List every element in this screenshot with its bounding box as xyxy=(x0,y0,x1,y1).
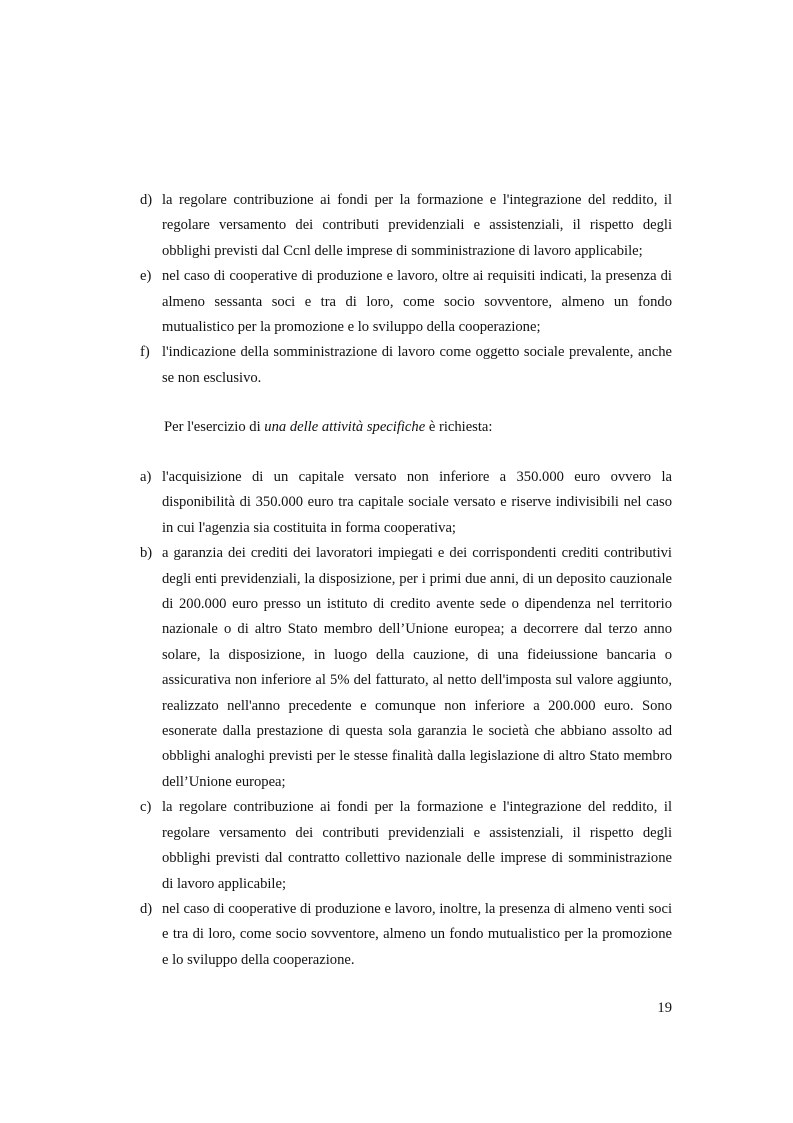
page-number: 19 xyxy=(657,1000,672,1016)
list-item-text: la regolare contribuzione ai fondi per la formazione e l'integrazione del reddito, il regolare versamento dei contributi previdenziali e assistenziali, il rispetto degli obblighi previsti dal contratto collettivo nazionale delle imprese di somministrazione di lavoro applicabile; xyxy=(162,799,672,892)
list-item-text: a garanzia dei crediti dei lavoratori impiegati e dei corrispondenti crediti contributivi degli enti previdenziali, la disposizione, per i primi due anni, di un deposito cauzionale di 200.000 euro presso un istituto di credito avente sede o dipendenza nel territorio nazionale o di altro Stato membro dell’Unione europea; a decorrere dal terzo anno solare, la disposizione, in luogo della cauzione, di una fideiussione bancaria o assicurativa non inferiore al 5% del fatturato, al netto dell'imposta sul valore aggiunto, realizzato nell'anno precedente e comunque non inferiore a 200.000 euro. Sono esonerate dalla prestazione di questa sola garanzia le società che abbiano assolto ad obblighi analoghi previsti per le stesse finalità dalla legislazione di altro Stato membro dell’Unione europea; xyxy=(162,545,672,790)
list-marker: a) xyxy=(140,469,152,485)
list-item xyxy=(138,541,672,795)
list-item xyxy=(138,897,672,973)
list-marker: d) xyxy=(140,192,153,208)
list-marker: c) xyxy=(140,799,152,816)
list-marker: f) xyxy=(140,344,150,361)
list-item xyxy=(138,264,672,340)
list-marker: d) xyxy=(140,900,153,917)
intro-paragraph xyxy=(164,415,672,440)
list-marker: b) xyxy=(140,545,153,562)
requirements-list-general xyxy=(138,188,672,391)
list-item-text: nel caso di cooperative di produzione e lavoro, inoltre, la presenza di almeno venti soci e tra di loro, come socio sovventore, almeno un fondo mutualistico per la promozione e lo sviluppo della cooperazione. xyxy=(162,900,672,968)
list-item xyxy=(138,795,672,897)
list-item-text: la regolare contribuzione ai fondi per la formazione e l'integrazione del reddito, il regolare versamento dei contributi previdenziali e assistenziali, il rispetto degli obblighi previsti dal Ccnl delle imprese di somministrazione di lavoro applicabile; xyxy=(162,192,672,259)
requirements-list-specific xyxy=(138,465,672,973)
list-marker: e) xyxy=(140,268,152,285)
list-item-text: l'acquisizione di un capitale versato non inferiore a 350.000 euro ovvero la disponibilità di 350.000 euro tra capitale sociale versato e riserve indivisibili nel caso in cui l'agenzia sia costituita in forma cooperativa; xyxy=(162,469,672,536)
list-item xyxy=(138,465,672,541)
list-item-text: nel caso di cooperative di produzione e lavoro, oltre ai requisiti indicati, la presenza di almeno sessanta soci e tra di loro, come socio sovventore, almeno un fondo mutualistico per la promozione e lo sviluppo della cooperazione; xyxy=(162,268,672,336)
list-item xyxy=(138,188,672,264)
intro-text-after: è richiesta: xyxy=(425,419,493,435)
intro-text-before: Per l'esercizio di xyxy=(164,419,265,435)
list-item-text: l'indicazione della somministrazione di lavoro come oggetto sociale prevalente, anche se non esclusivo. xyxy=(162,344,672,386)
intro-emphasis: una delle attività specifiche xyxy=(264,419,426,435)
list-item xyxy=(138,340,672,391)
